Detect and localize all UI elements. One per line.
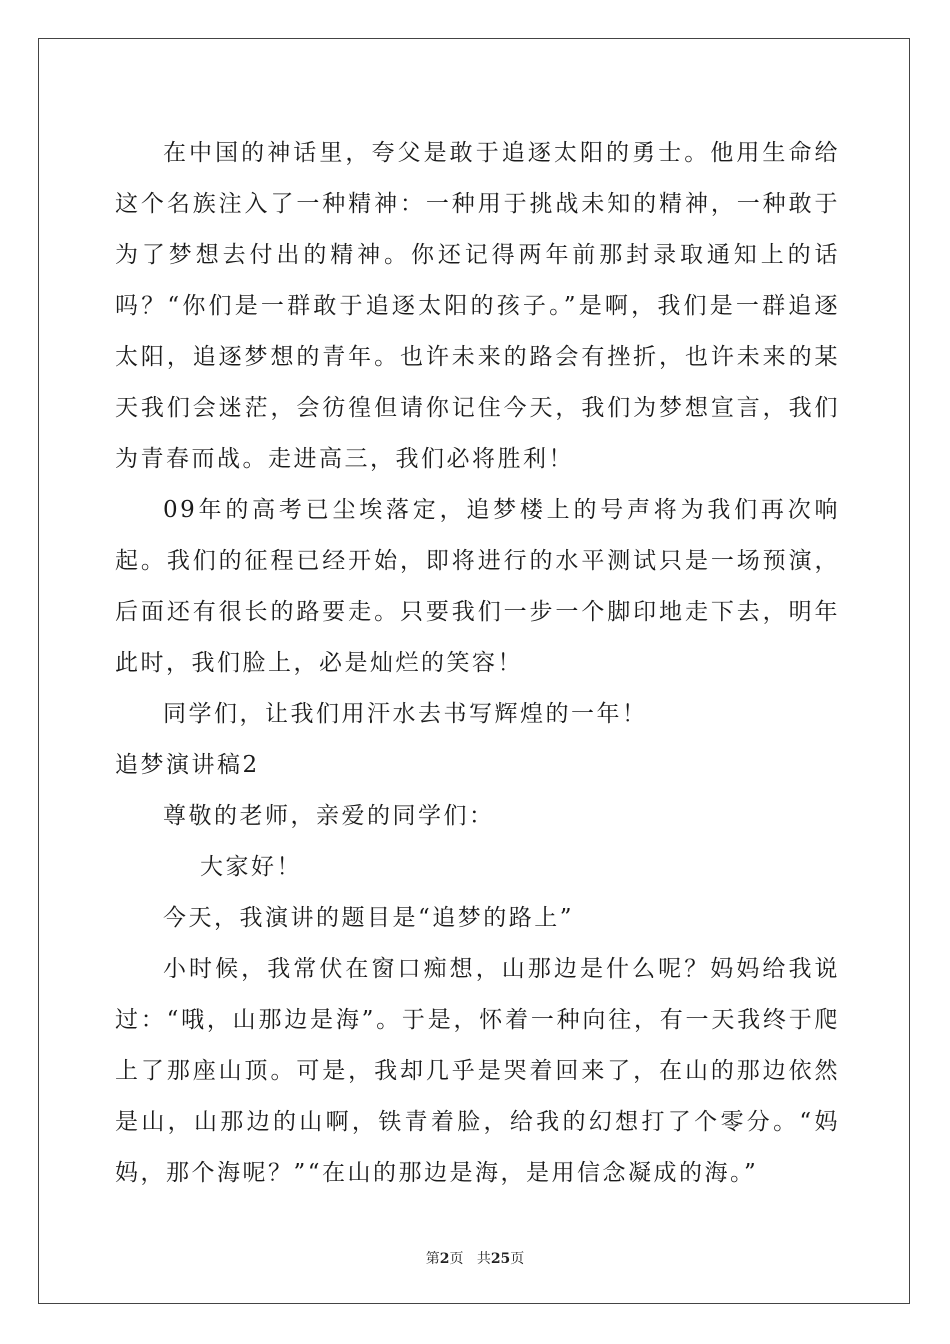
greeting: 大家好！ [200, 854, 302, 880]
salutation: 尊敬的老师，亲爱的同学们： [163, 803, 495, 829]
topic-line: 今天，我演讲的题目是“追梦的路上” [163, 905, 575, 931]
footer-page-prefix: 第 [425, 1251, 440, 1267]
paragraph-exam: 09年的高考已尘埃落定，追梦楼上的号声将为我们再次响起。我们的征程已经开始，即将进行的水平测试只是一场预演，后面还有很长的路要走。只要我们一步一个脚印地走下去，明年此时，我们脸上，必是灿烂的笑容！ [115, 497, 840, 676]
section-title: 追梦演讲稿2 [115, 752, 260, 778]
paragraph-story: 小时候，我常伏在窗口痴想，山那边是什么呢？妈妈给我说过：“哦，山那边是海”。于是，怀着一种向往，有一天我终于爬上了那座山顶。可是，我却几乎是哭着回来了，在山的那边依然是山，山那边的山啊，铁青着脸，给我的幻想打了个零分。“妈妈，那个海呢？”“在山的那边是海，是用信念凝成的海。” [115, 956, 840, 1186]
footer-total-pages: 25 [490, 1251, 511, 1267]
paragraph-kuafu: 在中国的神话里，夸父是敢于追逐太阳的勇士。他用生命给这个名族注入了一种精神：一种用于挑战未知的精神，一种敢于为了梦想去付出的精神。你还记得两年前那封录取通知上的话吗？“你们是一群敢于追逐太阳的孩子。”是啊，我们是一群追逐太阳，追逐梦想的青年。也许未来的路会有挫折，也许未来的某天我们会迷茫，会彷徨但请你记住今天，我们为梦想宣言，我们为青春而战。走进高三，我们必将胜利！ [115, 140, 840, 472]
footer-page-number: 2 [439, 1251, 450, 1267]
document-body [115, 128, 840, 1199]
paragraph-closing: 同学们，让我们用汗水去书写辉煌的一年！ [163, 701, 648, 727]
footer-page-suffix: 页 [449, 1251, 464, 1267]
page-footer [0, 1248, 950, 1268]
footer-total-suffix: 页 [510, 1251, 525, 1267]
footer-total-prefix: 共 [476, 1251, 491, 1267]
